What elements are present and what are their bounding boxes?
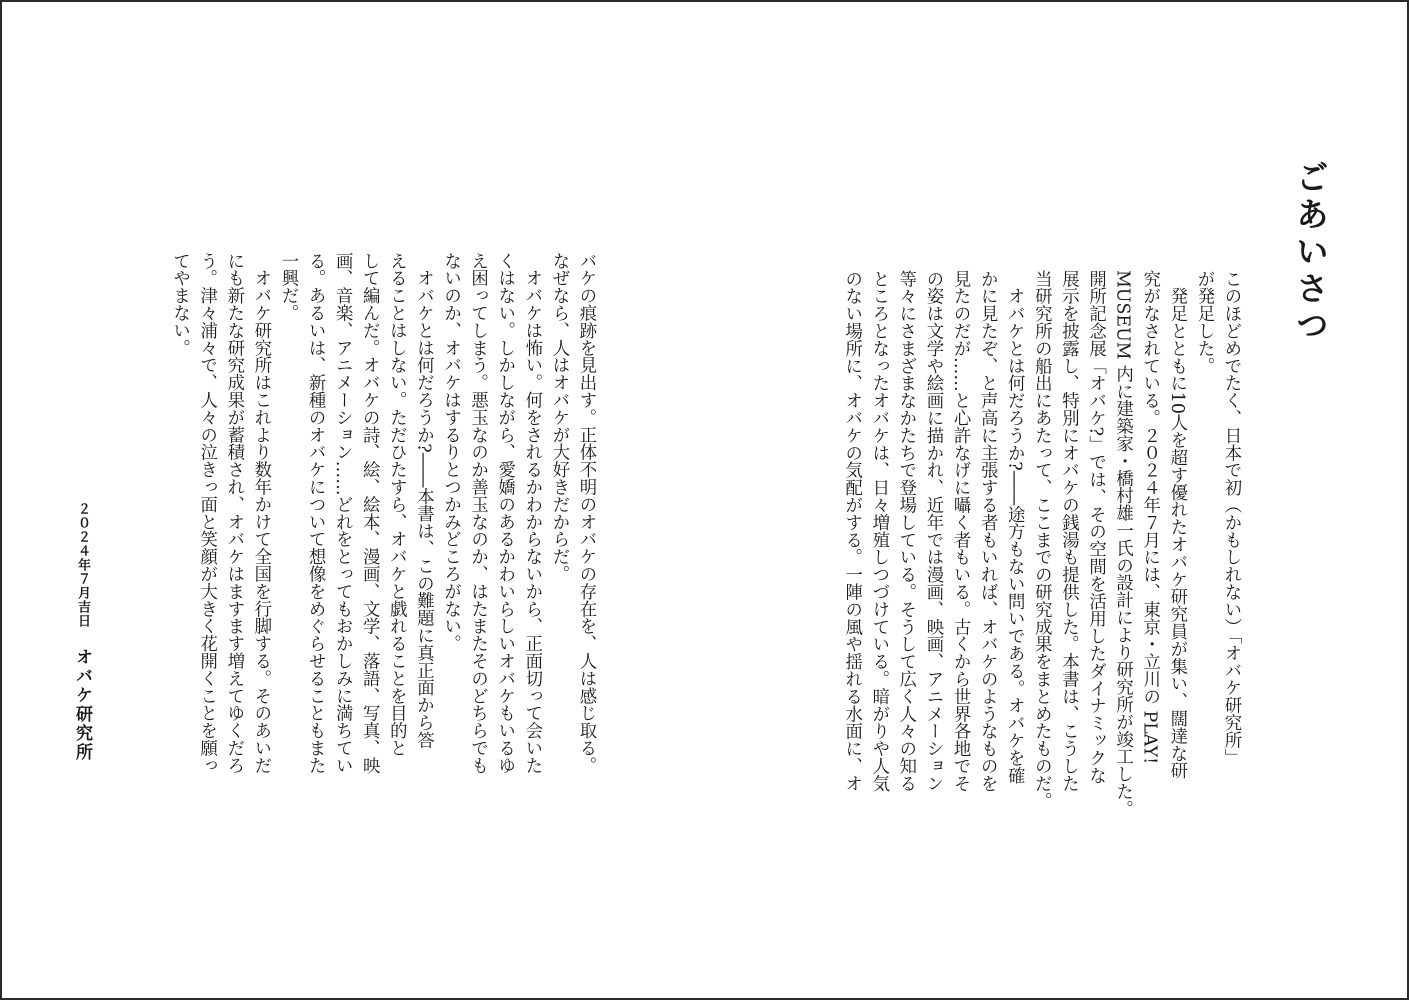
body-text-left-page: バケの痕跡を見出す。正体不明のオバケの存在を、人は感じ取る。 なぜなら、人はオバケが大好きだからだ。 オバケは怖い。何をされるかわからないから、正面切って会いた くはない。しかしながら、愛嬌のあるかわいらしいオバケもいるゆ え困ってしまう。悪玉なのか善玉なのか、はたまたそのどちらでも ないのか、オバケはするりとつかみどころがない。 オバケとは何だろうか?――本書は、この難題に真正面から答 えることはしない。ただひたすら、オバケと戯れることを目的と して編んだ。オバケの詩、絵、絵本、漫画、文学、落語、写真、映 画、音楽、アニメーション……どれをとってもおかしみに満ちてい る。あるいは、新種のオバケについて想像をめぐらせることもまた 一興だ。 オバケ研究所はこれより数年かけて全国を行脚する。そのあいだ にも新たな研究成果が蓄積され、オバケはますます増えてゆくだろ う。津々浦々で、人々の泣きっ面と笑顔が大きく花開くことを願っ てやまない。 [169,252,596,774]
signature-organization: オバケ研究所 [72,647,92,762]
signature-date: ２０２４年７月吉日 [75,502,90,628]
signature-block [62,502,102,762]
body-text-right-page: このほどめでたく、日本で初（かもしれない）「オバケ研究所」 が発足した。 発足とともに10人を超す優れたオバケ研究員が集い、闊達な研 究がなされている。２０２４年７月には、東京・立川の PLAY! MUSEUM 内に建築家・橋村雄一氏の設計により研究所が竣工した。 開所記念展「オバケ?」では、その空間を活用したダイナミックな 展示を披露し、特別にオバケの銭湯も提供した。本書は、こうした 当研究所の船出にあたって、ここまでの研究成果をまとめたものだ。 オバケとは何だろうか?――途方もない問いである。オバケを確 かに見たぞ、と声高に主張する者もいれば、オバケのようなものを 見たのだが……と心許なげに囁く者もいる。古くから世界各地でそ の姿は文学や絵画に描かれ、近年では漫画、映画、アニメーション 等々にさまざまなかたちで登場している。そうして広く人々の知る ところとなったオバケは、日々増殖しつづけている。暗がりや人気 のない場所に、オバケの気配がする。一陣の風や揺れる水面に、オ [841,270,1241,818]
page-title: ごあいさつ [1291,160,1330,345]
